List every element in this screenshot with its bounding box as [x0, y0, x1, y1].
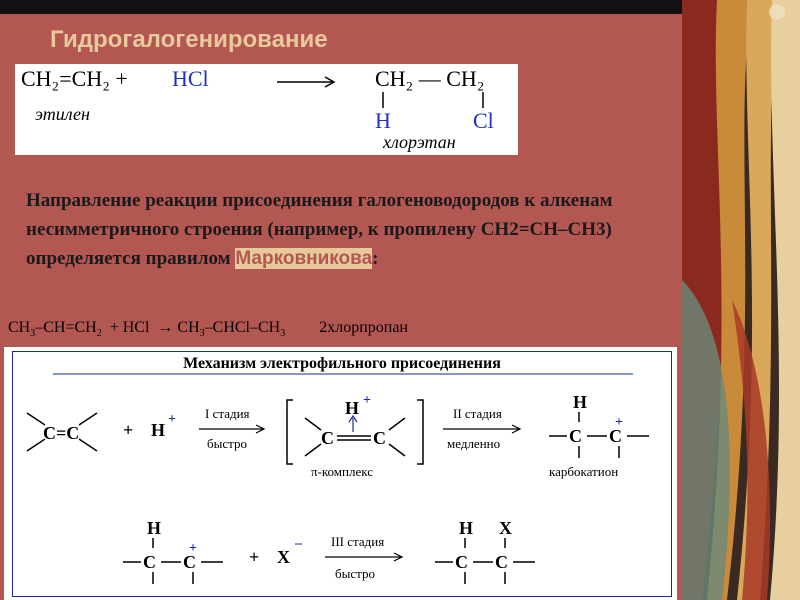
svg-text:C: C [495, 552, 508, 572]
mechanism-title: Механизм электрофильного присоединения [183, 355, 501, 372]
chloroethane-label: хлорэтан [383, 132, 456, 152]
decorative-side-pattern [682, 0, 800, 600]
markovnikov-paragraph [26, 186, 666, 273]
svg-text:+: + [189, 541, 197, 556]
eq-sub: 3 [30, 328, 36, 340]
propene-equation [8, 319, 408, 339]
stage-3-speed: быстро [335, 566, 375, 581]
markovnikov-link[interactable]: Марковникова [235, 248, 373, 269]
eq-sub: 2 [96, 328, 102, 340]
hcl-reagent: HCl [172, 66, 209, 91]
eq-part: CH [8, 319, 31, 336]
top-bar [0, 0, 682, 14]
mechanism-frame: Механизм электрофильного присоединения C=C + H + I стадия быстро C C H + π-комплекс II стадия медленно H C C + карбокатион H C C + + X ‒ III стадия быстро H X C C [12, 351, 672, 597]
carbocation-structure-2 [119, 518, 229, 588]
slide-title: Гидрогалогенирование [50, 26, 328, 53]
ethylene-label: этилен [35, 104, 90, 124]
product-chain: CH₂ — CH₂ [375, 66, 485, 91]
mechanism-panel [4, 347, 677, 600]
stage-2-label: II стадия [453, 406, 502, 421]
stage-1-label: I стадия [205, 406, 250, 421]
carbocation-label: карбокатион [549, 464, 619, 479]
svg-text:C: C [143, 552, 156, 572]
eq-part: –CH=CH [35, 319, 97, 336]
ethylene-equation-box [15, 64, 518, 155]
svg-text:C: C [321, 428, 334, 448]
halide-symbol: X [277, 547, 290, 567]
svg-text:H: H [459, 518, 474, 538]
svg-text:X: X [499, 518, 512, 538]
reactants-formula: CH₂=CH₂ + [21, 66, 128, 91]
pi-complex-label: π-комплекс [311, 464, 374, 479]
svg-text:+: + [615, 415, 623, 430]
eq-sub: 3 [199, 328, 205, 340]
carbocation-structure [545, 392, 655, 462]
eq-part: –CHCl–CH [204, 319, 281, 336]
reaction-arrow-icon [277, 76, 337, 88]
alkene-structure [23, 407, 103, 457]
svg-text:H: H [147, 518, 162, 538]
svg-text:C=C: C=C [43, 423, 80, 443]
svg-text:C: C [455, 552, 468, 572]
eq-part: + HCl → CH [101, 319, 200, 336]
svg-text:H: H [345, 398, 360, 418]
proton-symbol: H [151, 420, 166, 440]
product-hydrogen: H [375, 108, 391, 133]
svg-text:C: C [609, 426, 622, 446]
svg-text:C: C [183, 552, 196, 572]
svg-text:H: H [573, 392, 588, 412]
stage-1-arrow-icon [199, 424, 267, 434]
stage-2-arrow-icon [443, 424, 523, 434]
stage-2-speed: медленно [447, 436, 501, 451]
svg-text:+: + [363, 393, 371, 408]
propene-product-name: 2хлорпропан [319, 319, 408, 336]
svg-text:C: C [373, 428, 386, 448]
stage-3-arrow-icon [325, 552, 405, 562]
title-underline [53, 373, 633, 375]
stage-1-speed: быстро [207, 436, 247, 451]
product-chlorine: Cl [473, 108, 494, 133]
product-bonds [375, 92, 515, 110]
eq-sub: 3 [280, 328, 286, 340]
svg-text:C: C [569, 426, 582, 446]
paragraph-tail: : [372, 248, 379, 269]
product-structure [431, 518, 551, 588]
paragraph-text: Направление реакции присоединения галогеноводородов к алкенам несимметричного строения (например, к пропилену CH2=CH–CH3) определяется правилом [26, 190, 613, 269]
pi-complex-structure [285, 392, 425, 472]
stage-3-label: III стадия [331, 534, 385, 549]
